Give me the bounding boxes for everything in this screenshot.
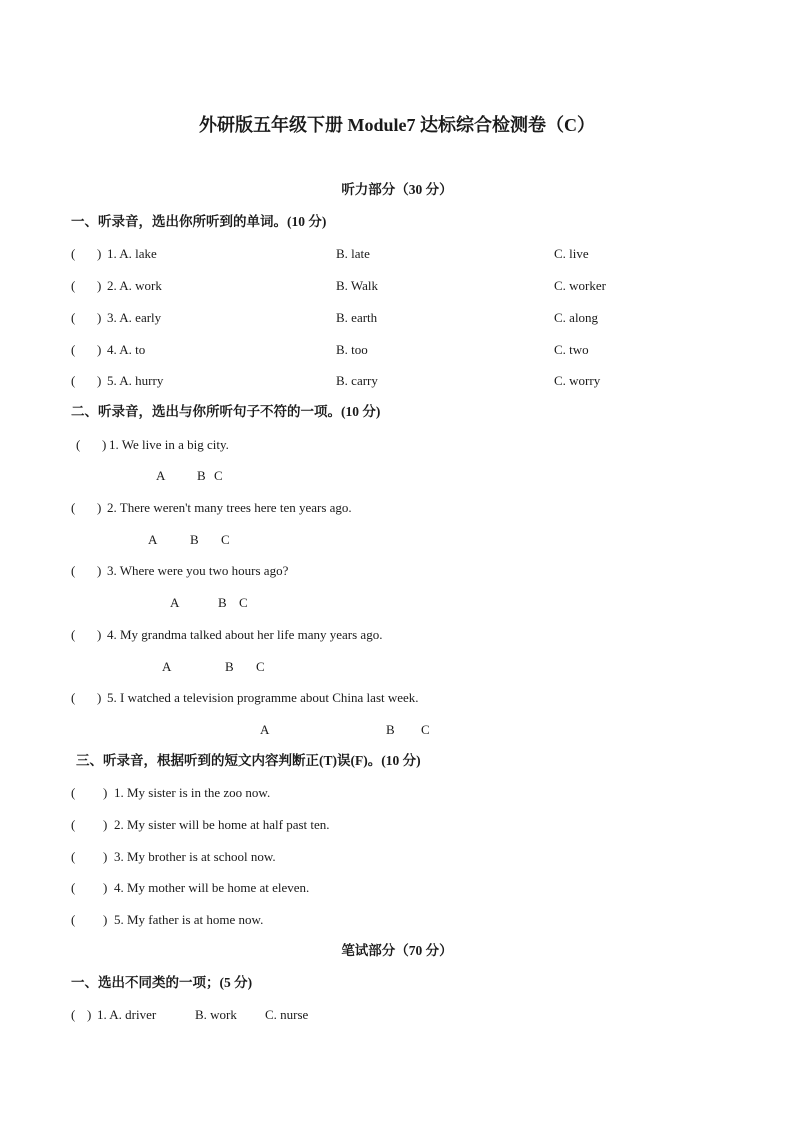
answer-blank[interactable]: ( ) xyxy=(71,342,102,357)
answer-blank[interactable]: ( ) xyxy=(71,1007,92,1022)
option-b: B. work xyxy=(195,1007,237,1022)
label-a: A xyxy=(260,722,270,737)
option-b: B. Walk xyxy=(336,278,379,293)
question-option-a: 1. A. lake xyxy=(107,246,157,261)
answer-blank[interactable]: ( ) xyxy=(71,278,102,293)
option-c: C. nurse xyxy=(265,1007,309,1022)
question-option-a: 3. A. early xyxy=(107,310,162,325)
option-c: C. worry xyxy=(554,373,601,388)
option-b: B. earth xyxy=(336,310,378,325)
question-text: 5. I watched a television programme about China last week. xyxy=(107,690,419,705)
statement-text: 3. My brother is at school now. xyxy=(114,849,276,864)
label-b: B xyxy=(190,532,199,547)
question-option-a: 1. A. driver xyxy=(97,1007,157,1022)
label-a: A xyxy=(148,532,158,547)
option-c: C. along xyxy=(554,310,599,325)
label-a: A xyxy=(156,468,166,483)
question-text: 3. Where were you two hours ago? xyxy=(107,563,289,578)
answer-blank[interactable]: ( ) xyxy=(71,880,108,895)
statement-text: 2. My sister will be home at half past ten. xyxy=(114,817,330,832)
answer-blank[interactable]: ( ) xyxy=(71,627,102,642)
question-text: 4. My grandma talked about her life many years ago. xyxy=(107,627,383,642)
question-option-a: 4. A. to xyxy=(107,342,146,357)
label-a: A xyxy=(170,595,180,610)
option-c: C. live xyxy=(554,246,589,261)
answer-blank[interactable]: ( ) xyxy=(71,246,102,261)
question-option-a: 2. A. work xyxy=(107,278,162,293)
answer-blank[interactable]: ( ) xyxy=(71,785,108,800)
listening-section-header: 听力部分（30 分） xyxy=(341,182,453,197)
label-c: C xyxy=(239,595,248,610)
label-c: C xyxy=(214,468,223,483)
label-b: B xyxy=(225,659,234,674)
page-title: 外研版五年级下册 Module7 达标综合检测卷（C） xyxy=(199,115,595,135)
statement-text: 5. My father is at home now. xyxy=(114,912,264,927)
option-c: C. worker xyxy=(554,278,606,293)
section2-heading: 二、听录音，选出与你所听句子不符的一项。(10 分) xyxy=(71,404,381,419)
label-b: B xyxy=(197,468,206,483)
answer-blank[interactable]: ( ) xyxy=(71,500,102,515)
answer-blank[interactable]: ( ) xyxy=(71,912,108,927)
answer-blank[interactable]: ( ) xyxy=(71,849,108,864)
question-text: 1. We live in a big city. xyxy=(109,437,229,452)
answer-blank[interactable]: ( ) xyxy=(76,437,107,452)
answer-blank[interactable]: ( ) xyxy=(71,310,102,325)
section4-heading: 一、选出不同类的一项；(5 分) xyxy=(71,975,253,990)
writing-section-header: 笔试部分（70 分） xyxy=(341,943,453,958)
option-b: B. too xyxy=(336,342,368,357)
statement-text: 4. My mother will be home at eleven. xyxy=(114,880,310,895)
answer-blank[interactable]: ( ) xyxy=(71,690,102,705)
section1-heading: 一、听录音，选出你所听到的单词。(10 分) xyxy=(71,214,327,229)
section3-heading: 三、听录音，根据听到的短文内容判断正(T)误(F)。(10 分) xyxy=(76,753,421,768)
label-b: B xyxy=(218,595,227,610)
statement-text: 1. My sister is in the zoo now. xyxy=(114,785,271,800)
label-c: C xyxy=(421,722,430,737)
answer-blank[interactable]: ( ) xyxy=(71,563,102,578)
label-c: C xyxy=(256,659,265,674)
question-text: 2. There weren't many trees here ten years ago. xyxy=(107,500,352,515)
question-option-a: 5. A. hurry xyxy=(107,373,164,388)
option-c: C. two xyxy=(554,342,589,357)
label-c: C xyxy=(221,532,230,547)
label-b: B xyxy=(386,722,395,737)
label-a: A xyxy=(162,659,172,674)
option-b: B. carry xyxy=(336,373,378,388)
answer-blank[interactable]: ( ) xyxy=(71,373,102,388)
option-b: B. late xyxy=(336,246,370,261)
answer-blank[interactable]: ( ) xyxy=(71,817,108,832)
